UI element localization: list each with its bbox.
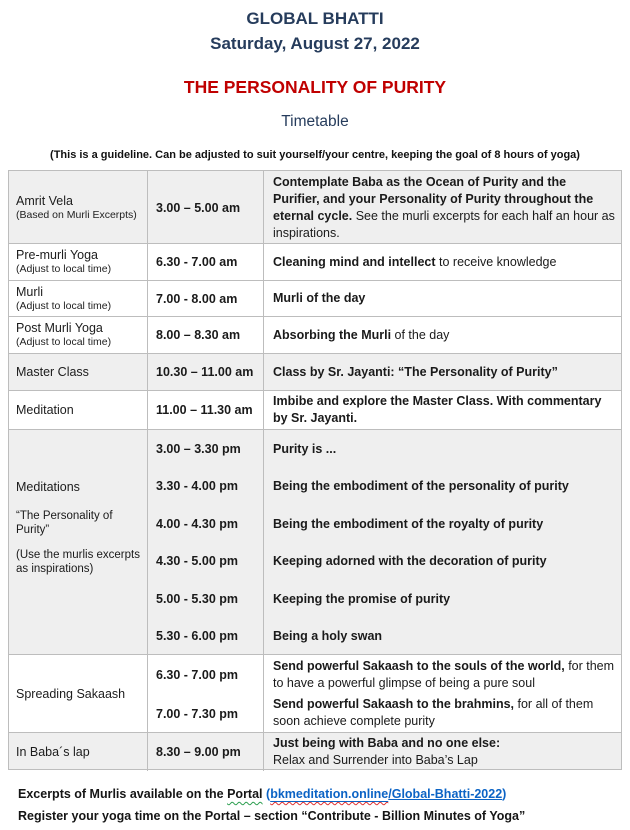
portal-link-domain[interactable]: bkmeditation.online [270, 787, 389, 801]
description-cell [264, 391, 621, 429]
description-cell [264, 655, 621, 733]
activity-subnote: (Adjust to local time) [16, 263, 112, 276]
activity-name: In Baba´s lap [16, 744, 90, 759]
description-regular: of the day [391, 327, 450, 342]
description-cell [264, 244, 621, 280]
description-cell [264, 354, 621, 390]
description-cell [264, 430, 621, 655]
timetable-heading: Timetable [281, 113, 349, 130]
description-regular: to receive knowledge [435, 254, 557, 269]
time-cell: 8.30 – 9.00 pm [148, 733, 264, 771]
description-bold: Send powerful Sakaash to the brahmins, [273, 697, 515, 711]
description-bold: Contemplate Baba as the Ocean of Purity and the Purifier, and your Personality of Purity throughout the eternal cycle. [273, 175, 594, 223]
table-row-murli [9, 281, 621, 317]
activity-subnote: (Based on Murli Excerpts) [16, 208, 137, 221]
description-text [273, 393, 615, 427]
portal-link-path[interactable]: /Global-Bhatti-2022 [388, 787, 503, 801]
paren-close: ) [502, 787, 507, 801]
table-row-spreading-sakaash [9, 655, 621, 733]
description-bold: Class by Sr. Jayanti: “The Personality of Purity” [273, 364, 558, 379]
activity-name: Pre-murli Yoga [16, 248, 98, 263]
time-slot: 7.00 - 7.30 pm [156, 706, 238, 721]
activity-name: Meditation [16, 402, 74, 417]
activity-cell [9, 317, 148, 353]
theme-title: THE PERSONALITY OF PURITY [183, 77, 447, 97]
description-bold-line: Just being with Baba and no one else: [273, 736, 501, 750]
table-row-in-babas-lap [9, 733, 621, 769]
description-text [273, 174, 615, 242]
activity-cell [9, 430, 148, 655]
description-cell [264, 281, 621, 316]
time-slot: 3.00 – 3.30 pm [156, 441, 241, 456]
time-slot: 3.30 - 4.00 pm [156, 479, 238, 494]
time-slot: 5.00 - 5.30 pm [156, 591, 238, 606]
description-bold: Imbibe and explore the Master Class. With commentary by Sr. Jayanti. [273, 394, 602, 425]
description-cell [264, 317, 621, 353]
activity-cell [9, 733, 148, 771]
description-bold: Absorbing the Murli [273, 327, 392, 342]
description-bold: Send powerful Sakaash to the souls of the world, [273, 659, 565, 673]
table-row-pre-murli-yoga [9, 244, 621, 281]
time-cell: 6.30 - 7.00 am [148, 244, 264, 280]
description-text [273, 290, 615, 307]
activity-cell [9, 391, 148, 429]
document-footer [18, 783, 630, 827]
portal-word: Portal [227, 787, 263, 801]
time-slot: 5.30 - 6.00 pm [156, 629, 238, 644]
time-cell: 3.00 – 5.00 am [148, 171, 264, 244]
activity-subnote: (Adjust to local time) [16, 299, 112, 312]
activity-name: Murli [16, 284, 44, 299]
activity-cell [9, 354, 148, 390]
table-row-master-class [9, 354, 621, 391]
description-bold: Cleaning mind and intellect [273, 254, 436, 269]
activity-cell [9, 281, 148, 316]
time-cell: 10.30 – 11.00 am [148, 354, 264, 390]
description-regular-line: Relax and Surrender into Baba’s Lap [273, 753, 478, 767]
description-text [273, 327, 615, 344]
event-date: Saturday, August 27, 2022 [210, 34, 420, 53]
footer-line-excerpts [18, 783, 630, 805]
table-row-meditation [9, 391, 621, 430]
description-cell [264, 733, 621, 771]
footer-text: Excerpts of Murlis available on the [18, 787, 228, 801]
description-regular: See the murli excerpts for each half an hour as inspirations. [273, 209, 615, 240]
table-row-post-murli-yoga [9, 317, 621, 354]
meditation-topic: Keeping the promise of purity [273, 591, 451, 606]
footer-line-register: Register your yoga time on the Portal – section “Contribute - Billion Minutes of Yoga” [18, 809, 526, 823]
activity-cell [9, 171, 148, 244]
time-cell [148, 430, 264, 655]
time-cell [148, 655, 264, 733]
timetable-table [8, 170, 622, 770]
page-title: GLOBAL BHATTI [246, 9, 384, 28]
paren-open: ( [266, 787, 271, 801]
activity-cell [9, 244, 148, 280]
description-text [273, 658, 615, 692]
description-cell [264, 171, 621, 244]
activity-theme-quote: “The Personality of Purity” [16, 510, 113, 536]
time-cell: 11.00 – 11.30 am [148, 391, 264, 429]
time-slot: 6.30 - 7.00 pm [156, 667, 238, 682]
activity-name: Spreading Sakaash [16, 686, 126, 701]
description-text [273, 696, 615, 730]
activity-subnote: (Use the murlis excerpts as inspirations) [16, 549, 140, 575]
table-row-amrit-vela [9, 171, 621, 244]
guideline-note: (This is a guideline. Can be adjusted to suit yourself/your centre, keeping the goal of 8 hours of yoga) [50, 149, 580, 161]
time-slot: 4.30 - 5.00 pm [156, 554, 238, 569]
description-text [273, 364, 615, 381]
description-text [273, 254, 615, 271]
meditation-topic: Keeping adorned with the decoration of purity [273, 554, 547, 569]
meditation-topic: Purity is ... [273, 441, 337, 456]
description-regular: for all of them soon achieve complete purity [273, 697, 594, 728]
activity-name: Master Class [16, 364, 89, 379]
meditation-topic: Being the embodiment of the royalty of purity [273, 516, 544, 531]
table-row-meditations [9, 430, 621, 655]
activity-cell [9, 655, 148, 733]
activity-name: Meditations [16, 480, 80, 494]
meditation-topic: Being the embodiment of the personality of purity [273, 479, 569, 494]
activity-subnote: (Adjust to local time) [16, 336, 112, 349]
meditation-topic: Being a holy swan [273, 629, 383, 644]
time-cell: 8.00 – 8.30 am [148, 317, 264, 353]
description-regular: for them to have a powerful glimpse of being a pure soul [273, 659, 615, 690]
document-header [0, 0, 630, 162]
activity-name: Amrit Vela [16, 193, 73, 208]
time-cell: 7.00 - 8.00 am [148, 281, 264, 316]
description-bold: Murli of the day [273, 291, 366, 305]
time-slot: 4.00 - 4.30 pm [156, 516, 238, 531]
activity-name: Post Murli Yoga [16, 321, 103, 336]
